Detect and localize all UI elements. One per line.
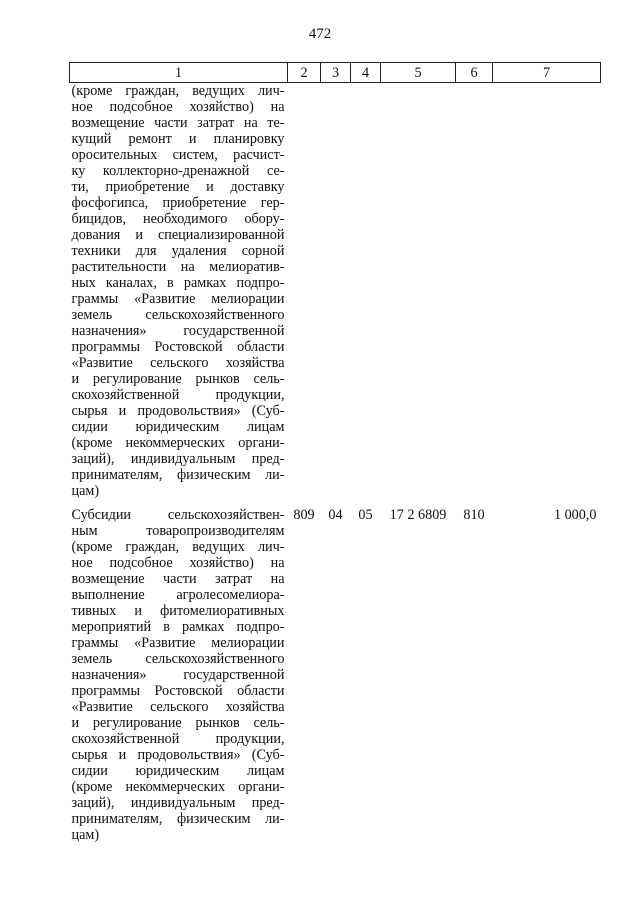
description-line: Субсидии сельскохозяйствен- [71, 507, 285, 523]
description-line: заций), индивидуальным пред- [71, 451, 285, 467]
description-line: техники для удаления сорной [71, 243, 285, 259]
description-line: принимателям, физическим ли- [71, 811, 285, 827]
ministry-code: 809 [293, 507, 315, 523]
target-article-code: 17 2 6809 [389, 507, 447, 523]
description-line: мероприятий в рамках подпро- [71, 619, 285, 635]
description-line: назначения» государственной [71, 323, 285, 339]
ministry-code [288, 83, 321, 508]
description-line: заций), индивидуальным пред- [71, 795, 285, 811]
description-line: граммы «Развитие мелиорации [71, 635, 285, 651]
description-line: ное подсобное хозяйство) на [71, 99, 285, 115]
row-description [70, 507, 288, 843]
description-line: (кроме граждан, ведущих лич- [71, 83, 285, 99]
description-line: ное подсобное хозяйство) на [71, 555, 285, 571]
description-line: фосфогипса, приобретение гер- [71, 195, 285, 211]
description-line: дования и специализированной [71, 227, 285, 243]
header-col-4: 4 [351, 63, 381, 83]
description-line: ных каналах, в рамках подпро- [71, 275, 285, 291]
description-line: скохозяйственной продукции, [71, 731, 285, 747]
description-line: земель сельскохозяйственного [71, 307, 285, 323]
description-line: бицидов, необходимого обору- [71, 211, 285, 227]
description-line: (кроме некоммерческих органи- [71, 779, 285, 795]
description-line: сырья и продовольствия» (Суб- [71, 403, 285, 419]
description-line: «Развитие сельского хозяйства [71, 699, 285, 715]
description-line: растительности на мелиоратив- [71, 259, 285, 275]
description-line: сидии юридическим лицам [71, 419, 285, 435]
budget-table [69, 62, 601, 843]
description-line: ку коллекторно-дренажной се- [71, 163, 285, 179]
description-line: (кроме некоммерческих органи- [71, 435, 285, 451]
target-article-code [381, 83, 456, 508]
subsection-code [351, 83, 381, 508]
description-line: сидии юридическим лицам [71, 763, 285, 779]
description-line: возмещение части затрат на [71, 571, 285, 587]
description-line: и регулирование рынков сель- [71, 371, 285, 387]
description-line: выполнение агролесомелиора- [71, 587, 285, 603]
description-line: возмещение части затрат на те- [71, 115, 285, 131]
header-col-6: 6 [456, 63, 493, 83]
section-code: 04 [328, 507, 343, 523]
description-line: программы Ростовской области [71, 683, 285, 699]
header-col-2: 2 [288, 63, 321, 83]
header-col-1: 1 [70, 63, 288, 83]
amount [493, 83, 601, 508]
table-row [70, 507, 601, 843]
section-code [321, 83, 351, 508]
description-line: сырья и продовольствия» (Суб- [71, 747, 285, 763]
header-col-7: 7 [493, 63, 601, 83]
description-line: (кроме граждан, ведущих лич- [71, 539, 285, 555]
description-line: ти, приобретение и доставку [71, 179, 285, 195]
subsection-code: 05 [358, 507, 373, 523]
description-line: оросительных систем, расчист- [71, 147, 285, 163]
description-line: скохозяйственной продукции, [71, 387, 285, 403]
expense-type-code [456, 83, 493, 508]
description-line: граммы «Развитие мелиорации [71, 291, 285, 307]
description-line: ным товаропроизводителям [71, 523, 285, 539]
description-line: «Развитие сельского хозяйства [71, 355, 285, 371]
description-line: кущий ремонт и планировку [71, 131, 285, 147]
expense-type-code: 810 [463, 507, 485, 523]
row-description [70, 83, 288, 508]
page-number: 472 [308, 26, 332, 42]
description-line: цам) [71, 483, 100, 499]
description-line: тивных и фитомелиоративных [71, 603, 285, 619]
description-line: назначения» государственной [71, 667, 285, 683]
description-line: цам) [71, 827, 100, 843]
table-row [70, 83, 601, 508]
header-col-3: 3 [321, 63, 351, 83]
description-line: принимателям, физическим ли- [71, 467, 285, 483]
description-line: земель сельскохозяйственного [71, 651, 285, 667]
header-col-5: 5 [381, 63, 456, 83]
table-header-row [70, 63, 601, 83]
amount: 1 000,0 [553, 507, 597, 523]
description-line: и регулирование рынков сель- [71, 715, 285, 731]
description-line: программы Ростовской области [71, 339, 285, 355]
